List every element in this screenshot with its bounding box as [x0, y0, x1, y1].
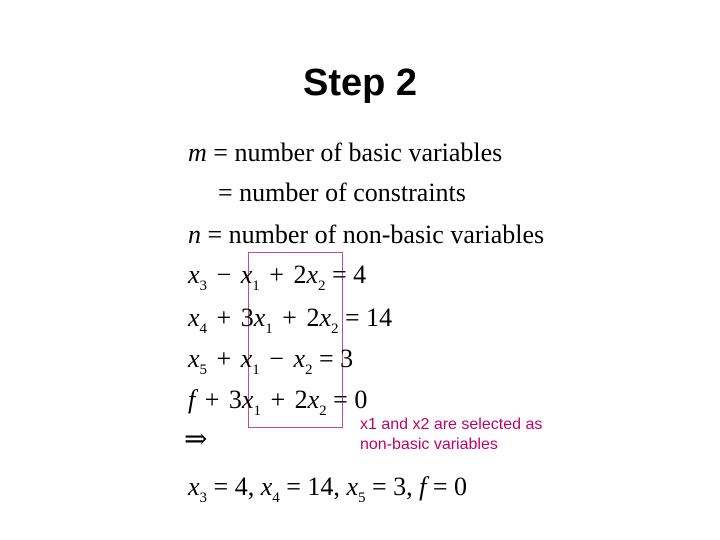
eq-x1: x — [240, 344, 253, 373]
note-line-1: x1 and x2 are selected as — [360, 416, 543, 433]
eq-x2-sub: 2 — [304, 362, 313, 378]
eq-op: + — [282, 303, 297, 332]
eq-x2: x — [307, 385, 320, 414]
result-x5-sub: 5 — [357, 490, 366, 506]
m-definition-text-2: = number of constraints — [218, 178, 466, 207]
eq-coef: 2 — [293, 260, 307, 289]
result-x5-value: = 3, — [371, 472, 413, 501]
result-x3-sub: 3 — [199, 490, 208, 506]
eq-coef: 2 — [306, 303, 320, 332]
definition-m — [188, 140, 502, 166]
eq-x1: x — [241, 385, 254, 414]
equation-row — [188, 344, 354, 378]
eq-x1: x — [253, 303, 266, 332]
eq-x1-sub: 1 — [252, 278, 260, 294]
m-definition-text: = number of basic variables — [213, 138, 503, 167]
eq-lead-sub: 4 — [199, 321, 208, 337]
implies-arrow-icon: ⇒ — [184, 424, 208, 455]
eq-op: + — [204, 385, 220, 414]
result-x5-var: x — [346, 472, 358, 501]
result-f-value: = 0 — [432, 472, 468, 501]
eq-lead: f — [188, 385, 196, 414]
eq-x2-sub: 2 — [319, 403, 327, 419]
result-x4-value: = 14, — [286, 472, 340, 501]
eq-x2-sub: 2 — [330, 321, 339, 337]
definition-m-constraints — [218, 180, 466, 206]
eq-x2-sub: 2 — [317, 278, 326, 294]
n-definition-text: = number of non-basic variables — [207, 220, 545, 249]
eq-op: − — [216, 260, 232, 289]
eq-rhs: = 14 — [344, 303, 393, 332]
eq-lead-sub: 5 — [199, 362, 208, 378]
eq-x1: x — [240, 260, 253, 289]
eq-op: + — [269, 260, 284, 289]
eq-lead-sub: 3 — [199, 278, 208, 294]
eq-op: + — [216, 303, 232, 332]
eq-x2: x — [319, 303, 331, 332]
result-x4-var: x — [260, 472, 273, 501]
eq-rhs: = 4 — [331, 260, 367, 289]
eq-x1-sub: 1 — [253, 403, 261, 419]
note-line-2: non-basic variables — [360, 436, 498, 453]
result-x3-value: = 4, — [213, 472, 255, 501]
eq-x1-sub: 1 — [252, 362, 260, 378]
annotation-note — [360, 415, 600, 455]
definition-n — [188, 222, 544, 248]
eq-rhs: = 0 — [333, 385, 368, 414]
eq-op: − — [269, 344, 284, 373]
eq-rhs: = 3 — [318, 344, 354, 373]
eq-x1-sub: 1 — [265, 321, 273, 337]
result-f-var: f — [419, 472, 427, 501]
eq-x2: x — [306, 260, 318, 289]
eq-coef: 3 — [228, 385, 242, 414]
equation-row — [188, 260, 367, 294]
m-variable: m — [188, 138, 207, 167]
equation-row — [188, 303, 393, 337]
n-variable: n — [188, 220, 201, 249]
result-x3-var: x — [188, 472, 200, 501]
eq-op: + — [270, 385, 286, 414]
eq-lead: x — [188, 303, 200, 332]
result-line — [188, 472, 468, 506]
equation-row — [188, 385, 368, 419]
eq-x2: x — [293, 344, 305, 373]
eq-coef: 3 — [240, 303, 254, 332]
eq-coef: 2 — [294, 385, 308, 414]
result-x4-sub: 4 — [272, 490, 280, 506]
eq-lead: x — [188, 344, 200, 373]
eq-lead: x — [188, 260, 200, 289]
slide-title: Step 2 — [302, 62, 418, 104]
eq-op: + — [216, 344, 232, 373]
